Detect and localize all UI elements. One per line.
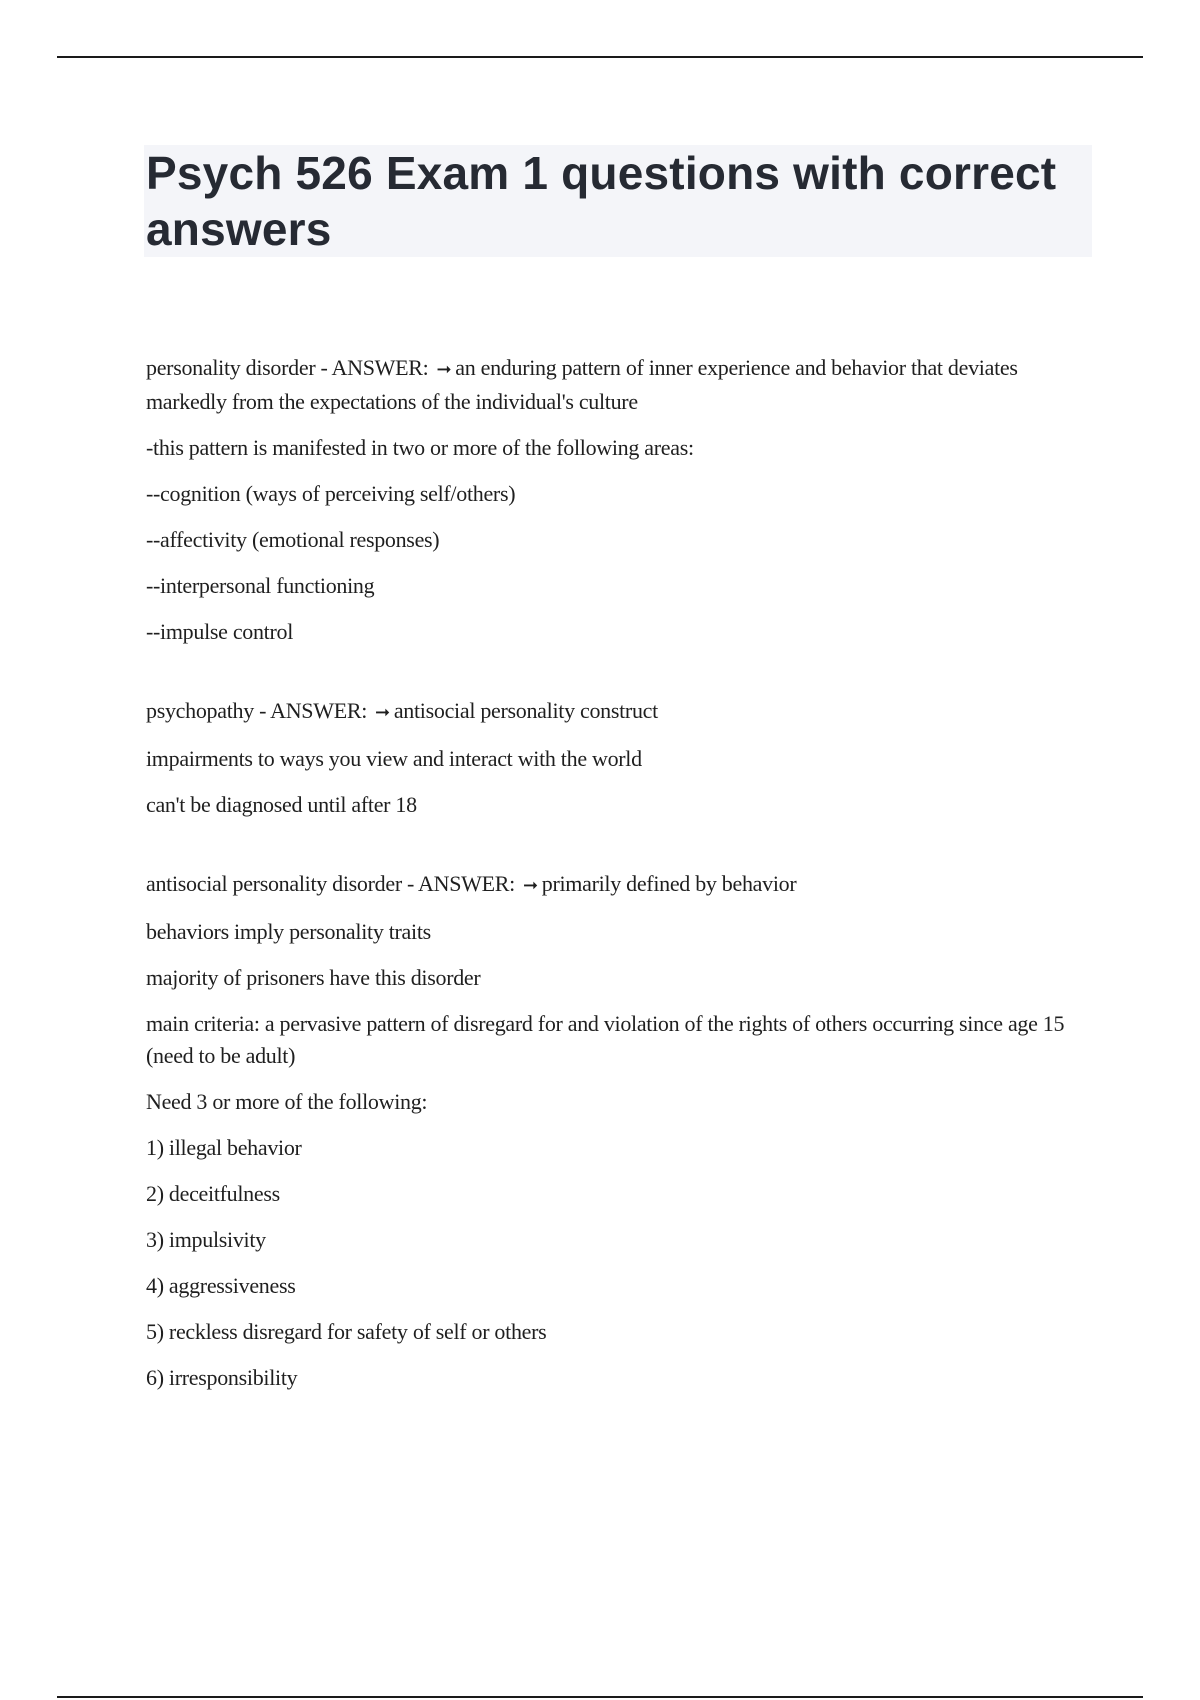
answer-detail: 1) illegal behavior — [146, 1135, 302, 1160]
qa-entry-psychopathy — [146, 695, 1096, 821]
title-banner — [144, 145, 1092, 257]
answer-detail: majority of prisoners have this disorder — [146, 965, 481, 990]
answer-detail: 2) deceitfulness — [146, 1181, 280, 1206]
header-rule — [57, 56, 1143, 58]
answer-detail: 4) aggressiveness — [146, 1273, 296, 1298]
document-body — [146, 352, 1096, 1441]
question-term: antisocial personality disorder - ANSWER: — [146, 871, 515, 896]
answer-text: an enduring pattern of inner experience and behavior that deviates markedly from the expectations of the individual's culture — [146, 355, 1018, 414]
answer-detail: 5) reckless disregard for safety of self or others — [146, 1319, 547, 1344]
answer-detail: can't be diagnosed until after 18 — [146, 792, 417, 817]
question-line — [146, 352, 1096, 418]
question-term: personality disorder - ANSWER: — [146, 355, 429, 380]
answer-detail: impairments to ways you view and interact with the world — [146, 746, 642, 771]
answer-text: antisocial personality construct — [393, 698, 658, 723]
answer-detail: --cognition (ways of perceiving self/others) — [146, 481, 516, 506]
question-line — [146, 695, 1096, 729]
answer-detail: 3) impulsivity — [146, 1227, 266, 1252]
question-term: psychopathy - ANSWER: — [146, 698, 368, 723]
qa-entry-antisocial-personality-disorder — [146, 868, 1096, 1394]
question-line — [146, 868, 1096, 902]
answer-detail: Need 3 or more of the following: — [146, 1089, 428, 1114]
arrow-right-icon: ➞ — [436, 359, 452, 380]
arrow-right-icon: ➞ — [375, 702, 390, 723]
document-title: Psych 526 Exam 1 questions with correct answers — [146, 147, 1057, 255]
answer-detail: 6) irresponsibility — [146, 1365, 298, 1390]
answer-detail: -this pattern is manifested in two or more of the following areas: — [146, 435, 694, 460]
answer-detail: --impulse control — [146, 619, 294, 644]
arrow-right-icon: ➞ — [522, 875, 538, 896]
qa-entry-personality-disorder — [146, 352, 1096, 648]
answer-detail: --affectivity (emotional responses) — [146, 527, 440, 552]
answer-detail: behaviors imply personality traits — [146, 919, 431, 944]
answer-detail: main criteria: a pervasive pattern of disregard for and violation of the rights of others occurring since age 15 (need to be adult) — [146, 1011, 1065, 1068]
answer-detail: --interpersonal functioning — [146, 573, 375, 598]
footer-rule — [57, 1696, 1143, 1698]
answer-text: primarily defined by behavior — [541, 871, 797, 896]
